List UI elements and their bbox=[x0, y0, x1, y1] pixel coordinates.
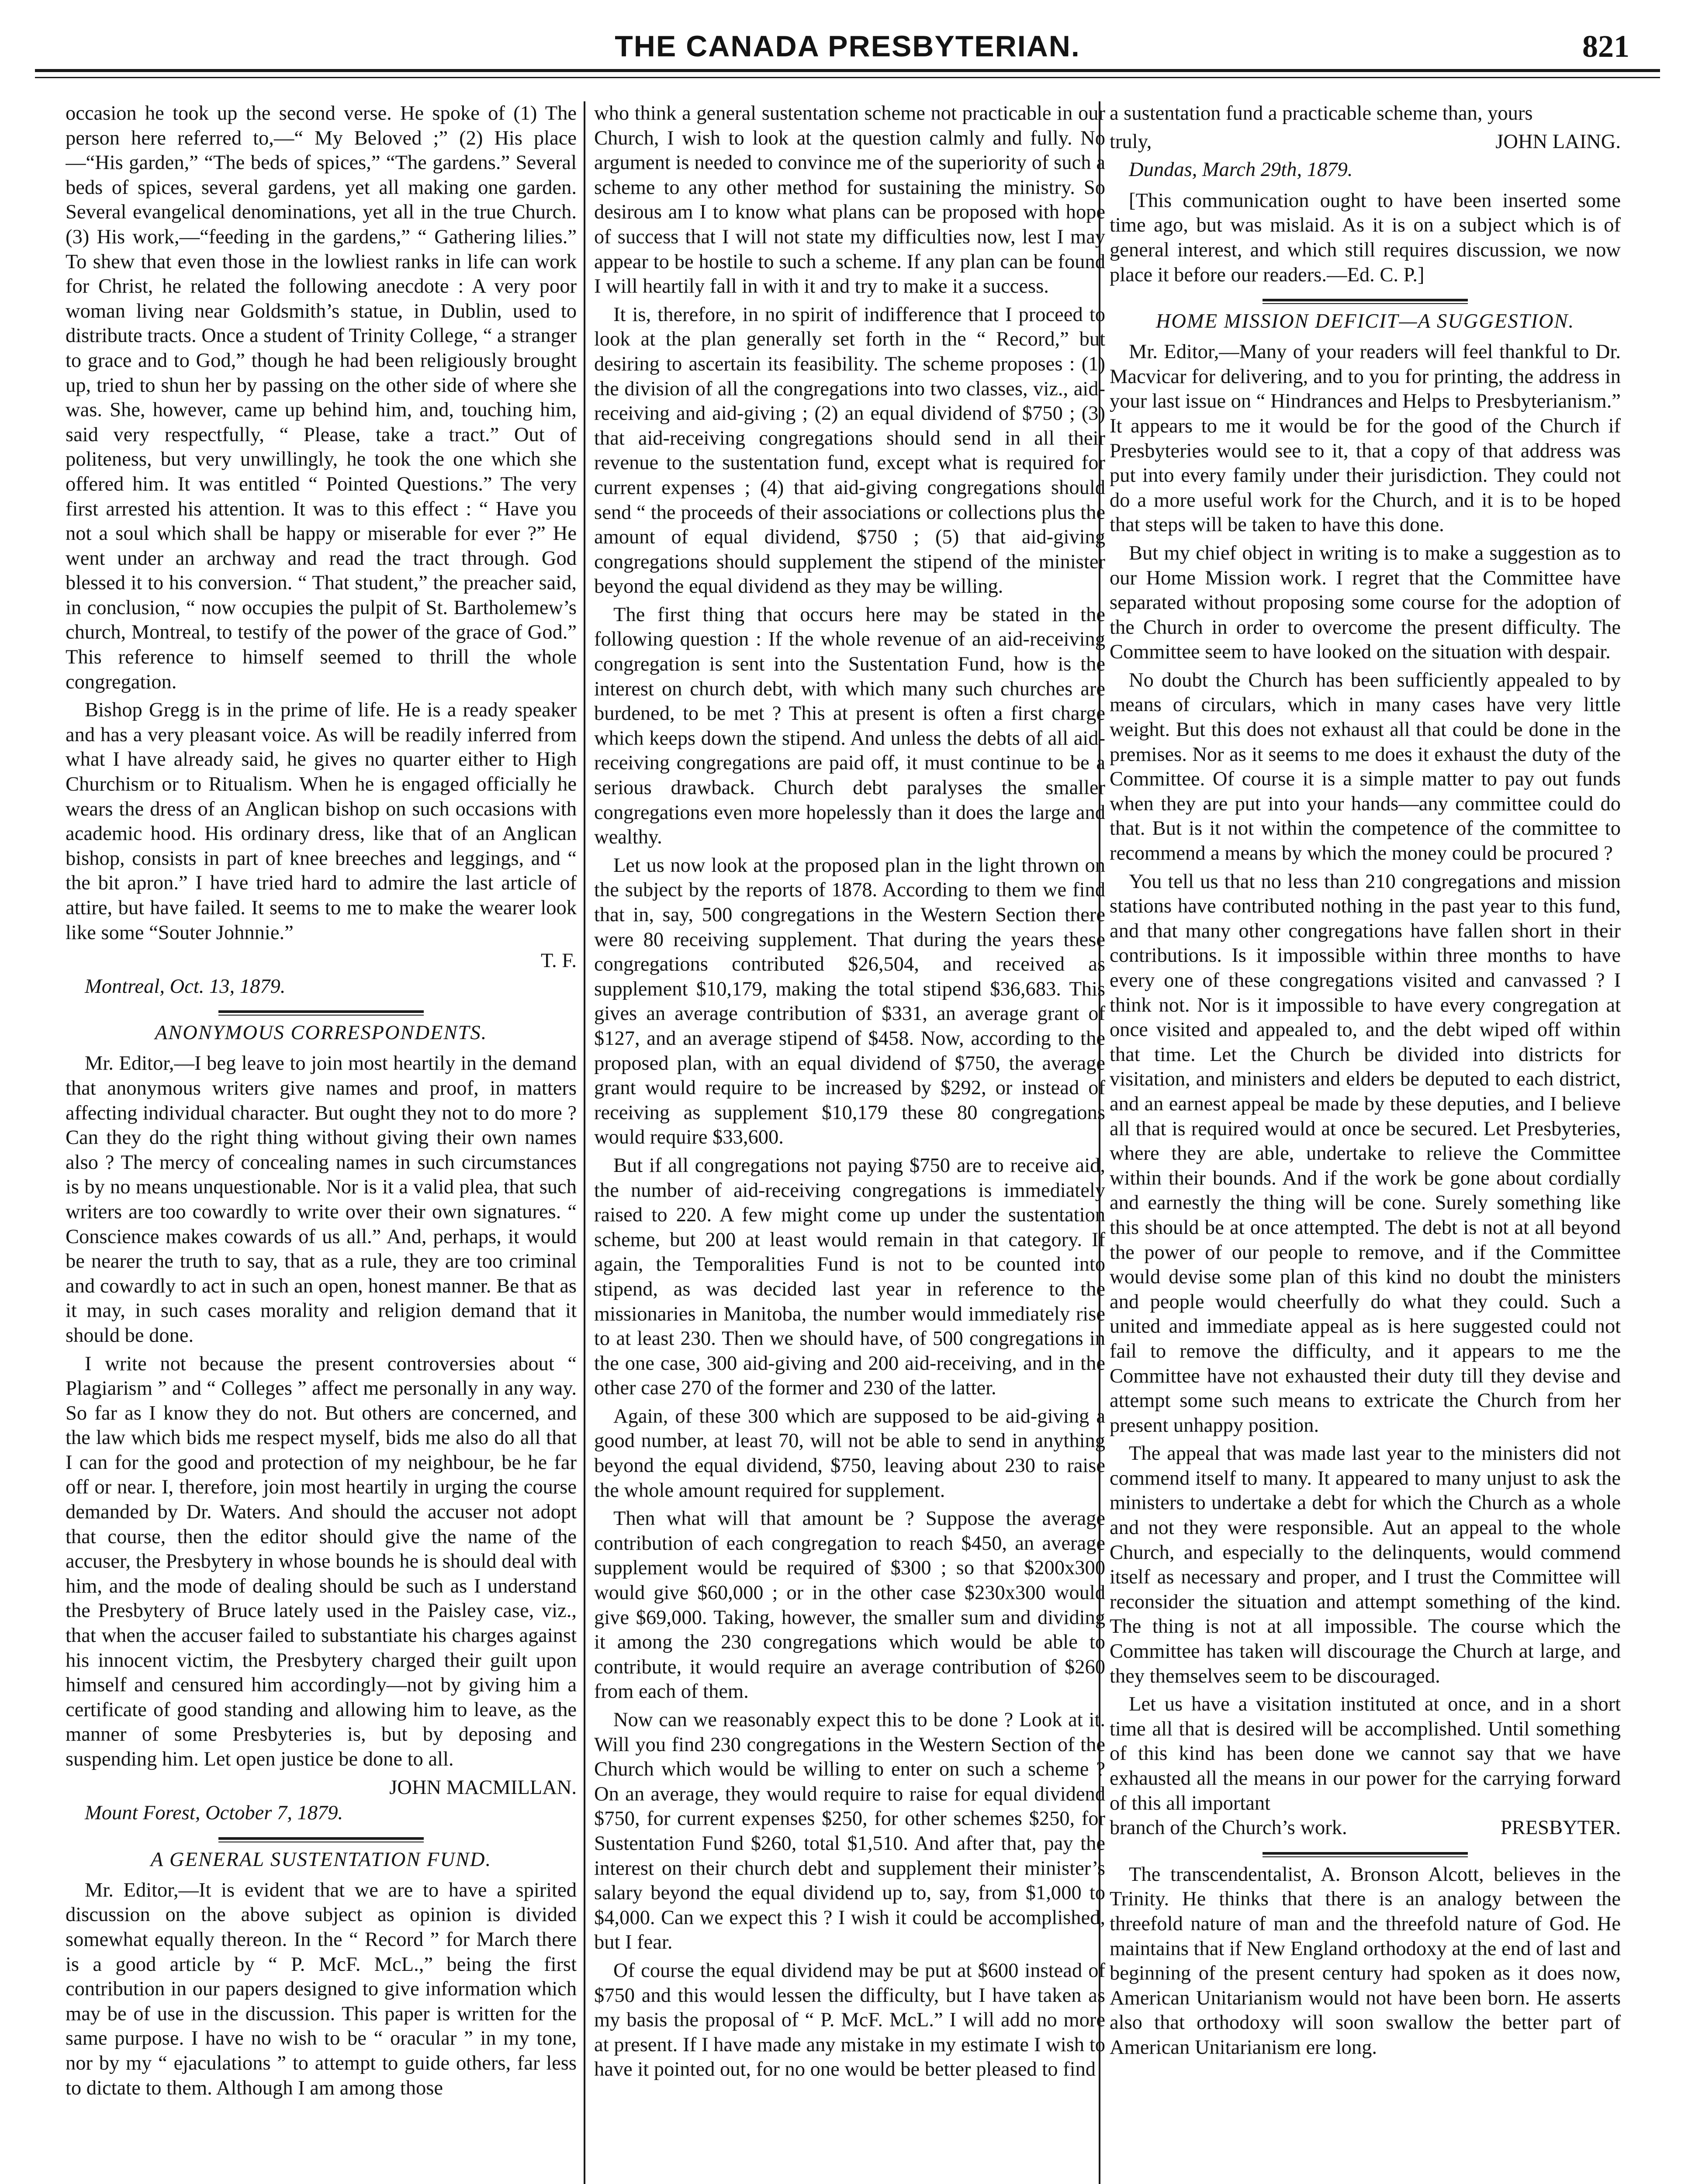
home-mission-paragraph-5: The appeal that was made last year to the ministers did not commend itself to many. It appeared to many unjust to ask the ministers to undertake a debt for which the Church as a whole and not they were responsible. Aut an appeal to the whole Church, and especially to the delinquents, would commend itself as necessary and proper, and I trust the Committee will reconsider the situation and attempt something of the kind. The thing is not at all impossible. The course which the Committee has taken will discourage the Church at large, and they themselves seem to be discouraged. bbox=[1110, 1442, 1621, 1687]
signature-tf: T. F. bbox=[541, 950, 577, 972]
dateline-mount-forest: Mount Forest, October 7, 1879. bbox=[85, 1802, 343, 1825]
section-divider bbox=[218, 1837, 424, 1842]
heading-general-sustentation-fund: A GENERAL SUSTENTATION FUND. bbox=[150, 1848, 492, 1871]
signature-john-macmillan: JOHN MACMILLAN. bbox=[389, 1776, 577, 1799]
home-mission-paragraph-2: But my chief object in writing is to make a suggestion as to our Home Mission work. I regret that the Committee have separated without proposing some course for the adoption of the Church in order to overcome the present difficulty. The Committee seem to have looked on the situation with despair. bbox=[1110, 542, 1621, 663]
signature-john-laing: JOHN LAING. bbox=[1495, 130, 1621, 153]
heading-anonymous-correspondents: ANONYMOUS CORRESPONDENTS. bbox=[155, 1022, 488, 1044]
dateline-dundas: Dundas, March 29th, 1879. bbox=[1129, 159, 1353, 181]
dateline-montreal: Montreal, Oct. 13, 1879. bbox=[85, 975, 286, 998]
anonymous-paragraph-2: I write not because the present controversies about “ Plagiarism ” and “ Colleges ” affect me personally in any way. So far as I know they do not. But others are concerned, and the law which bids me respect myself, bids me also do all that I can for the good and protection of my neighbour, be he far off or near. I, therefore, join most heartily in urging the course demanded by Dr. Waters. And should the accuser not adopt that course, then the editor should give the name of the accuser, the Presbytery in whose bounds he is should deal with him, and the mode of dealing should be such as I understand the Presbytery of Bruce lately used in the Paisley case, viz., that when the accuser failed to substantiate his charges against his innocent victim, the Presbytery charged their guilt upon himself and censured him accordingly—not by giving him a certificate of good standing and allowing him to leave, as the manner of some Presbyteries is, but by deposing and suspending him. Let open justice be done to all. bbox=[66, 1352, 577, 1770]
header-rule-thick bbox=[35, 69, 1660, 72]
sustentation-closing-line: a sustentation fund a practicable scheme than, yours bbox=[1110, 102, 1533, 124]
section-divider bbox=[1263, 1852, 1468, 1857]
column-2 bbox=[594, 101, 1105, 2184]
masthead bbox=[0, 22, 1695, 66]
sustentation-paragraph-9: Of course the equal dividend may be put at $600 instead of $750 and this would lessen the difficulty, but I have taken as my basis the proposal of “ P. McF. McL.” I will add no more at present. If I have made any mistake in my estimate I wish to have it pointed out, for no one would be better pleased to find bbox=[594, 1959, 1105, 2081]
heading-home-mission-deficit: HOME MISSION DEFICIT—A SUGGESTION. bbox=[1155, 310, 1575, 333]
alcott-paragraph: The transcendentalist, A. Bronson Alcott, believes in the Trinity. He thinks that there is an analogy between the threefold nature of man and the threefold nature of God. He maintains that if New England orthodoxy at the end of last and beginning of the present century had spoken as it does now, American Unitarianism would not have been born. He asserts also that orthodoxy will soon swallow the better part of American Unitarianism ere long. bbox=[1110, 1863, 1621, 2059]
page-number: 821 bbox=[1582, 29, 1629, 64]
home-mission-paragraph-4: You tell us that no less than 210 congregations and mission stations have contributed nothing in the past year to this fund, and that many other congregations have fallen short in their contributions. Is it impossible within three months to have every one of these congregations visited and canvassed ? I think not. Nor is it impossible to have every congregation at once visited and appealed to, and the debt wiped off within that time. Let the Church be divided into districts for visitation, and ministers and elders be deputed to each district, and an earnest appeal be made by these deputies, and I believe all that is required would at once be secured. Let Presbyteries, where they are able, undertake to relieve the Committee within their bounds. And if the work be gone about cordially and earnestly the thing will be cone. Surely something like this should be at once attempted. The debt is not at all beyond the power of our people to remove, and if the Committee would devise some plan of this kind no doubt the ministers and people would cheerfully do what they could. Such a united and immediate appeal as is here suggested could not fail to remove the difficulty, and it appears to me the Committee have not exhausted their duty till they devise and attempt some such means to extricate the Church from her present unhappy position. bbox=[1110, 870, 1621, 1437]
sustentation-paragraph-5: But if all congregations not paying $750 are to receive aid, the number of aid-receiving congregations is immediately raised to 220. A few might come up under the sustentation scheme, but 200 at least would remain in that category. If again, the Temporalities Fund is not to be counted into stipend, as was decided last year in reference to the missionaries in Manitoba, the number would immediately rise to at least 230. Then we should have, of 500 congregations in the one case, 300 aid-giving and 200 aid-receiving, and in the other case 270 of the former and 230 of the latter. bbox=[594, 1154, 1105, 1400]
sustentation-paragraph-continued: who think a general sustentation scheme not practicable in our Church, I wish to look at the question calmly and fully. No argument is needed to convince me of the superiority of such a scheme to any other method for sustaining the ministry. So desirous am I to know what plans can be proposed with hope of success that I will not state my difficulties now, lest I may appear to be hostile to such a scheme. If any plan can be found I will heartily fall in with it and try to make it a success. bbox=[594, 102, 1105, 298]
column-3 bbox=[1110, 101, 1621, 2184]
section-divider bbox=[218, 1010, 424, 1016]
home-mission-paragraph-3: No doubt the Church has been sufficiently appealed to by means of circulars, which in many cases have very little weight. But this does not exhaust all that could be done in the premises. Nor as it seems to me does it exhaust the duty of the Committee. Of course it is a simple matter to pay out funds when they are put into your hands—any committee could do that. But is it not within the competence of the committee to recommend a means by which the money could be procured ? bbox=[1110, 669, 1621, 865]
sustentation-signoff bbox=[1110, 130, 1621, 155]
home-mission-signoff bbox=[1110, 1816, 1621, 1841]
bishop-gregg-paragraph: Bishop Gregg is in the prime of life. He is a ready speaker and has a very pleasant voice. As will be readily inferred from what I have already said, he gives no quarter either to High Churchism or to Ritualism. When he is engaged officially he wears the dress of an Anglican bishop on such occasions with academic hood. His ordinary dress, like that of an Anglican bishop, consists in part of knee breeches and leggings, and “ the bit apron.” I have tried hard to admire the last article of attire, but have failed. It seems to me to make the wearer look like some “Souter Johnnie.” bbox=[66, 699, 577, 944]
home-mission-paragraph-6: Let us have a visitation instituted at once, and in a short time all that is desired will be accomplished. Until something of this kind has been done we cannot say that we have exhausted all the means in our power for the carrying forward of this all important bbox=[1110, 1693, 1621, 1814]
sustentation-paragraph-4: Let us now look at the proposed plan in the light thrown on the subject by the reports of 1878. According to them we find that in, say, 500 congregations in the Western Section there were 80 receiving supplement. That during the years these congregations contributed $26,504, and received as supplement $10,179, making the total stipend $36,683. This gives an average contribution of $331, an average grant of $127, and an average stipend of $458. Now, according to the proposed plan, with an equal dividend of $750, the average grant would require to be increased by $292, or instead of receiving as supplement $10,179 these 80 congregations would require $33,600. bbox=[594, 854, 1105, 1149]
sustentation-paragraph-6: Again, of these 300 which are supposed to be aid-giving a good number, at least 70, will not be able to send in anything beyond the equal dividend, $750, leaving about 230 to raise the whole amount required for supplement. bbox=[594, 1405, 1105, 1502]
signature-presbyter: PRESBYTER. bbox=[1500, 1817, 1621, 1839]
sustentation-paragraph-3: The first thing that occurs here may be stated in the following question : If the whole revenue of an aid-receiving congregation is sent into the Sustentation Fund, how is the interest on church debt, with which many such churches are burdened, to be met ? This at present is often a first charge which keeps down the stipend. And unless the debts of all aid-receiving congregations are paid off, it must continue to be a serious drawback. Church debt paralyses the smaller congregations even more hopelessly than it does the large and wealthy. bbox=[594, 603, 1105, 849]
column-rule-left bbox=[584, 101, 585, 2184]
signoff-branch-line: branch of the Church’s work. bbox=[1110, 1817, 1347, 1839]
anonymous-paragraph-1: Mr. Editor,—I beg leave to join most heartily in the demand that anonymous writers give names and proof, in matters affecting individual character. But ought they not to do more ? Can they do the right thing without giving their own names also ? The mercy of concealing names in such circumstances is by no means unquestionable. Nor is it a valid plea, that such writers are too cowardly to write over their own signatures. “ Conscience makes cowards of us all.” And, perhaps, it would be nearer the truth to say, that as a rule, they are too criminal and cowardly to act in such an open, honest manner. Be that as it may, in such cases morality and religion demand that it should be done. bbox=[66, 1052, 577, 1347]
signoff-truly: truly, bbox=[1110, 130, 1152, 153]
editor-note: [This communication ought to have been inserted some time ago, but was mislaid. As it is on a subject which is of general interest, and which still requires discussion, we now place it before our readers.—Ed. C. P.] bbox=[1110, 189, 1621, 286]
column-1 bbox=[66, 101, 577, 2184]
header-rule-thin bbox=[35, 77, 1660, 78]
bishop-sermon-paragraph: occasion he took up the second verse. He spoke of (1) The person here referred to,—“ My Beloved ;” (2) His place—“His garden,” “The beds of spices,” “The gardens.” Several beds of spices, several gardens, yet all making one garden. Several evangelical denominations, yet all in the true Church. (3) His work,—“feeding in the gardens,” “ Gathering lilies.” To shew that even those in the lowliest ranks in life can work for Christ, he related the following anecdote : A very poor woman living near Goldsmith’s statue, in Dublin, used to distribute tracts. Once a student of Trinity College, “ a stranger to grace and to God,” though he had been religiously brought up, tried to shun her by passing on the other side of where she was. She, however, came up behind him, and, touching him, said very respectfully, “ Please, take a tract.” Out of politeness, but very unwillingly, he took the one which she offered him. It was entitled “ Pointed Questions.” The very first arrested his attention. It was to this effect : “ Have you not a soul which shall be happy or miserable for ever ?” He went under an archway and read the tract through. God blessed it to his conversion. “ That student,” the preacher said, in conclusion, “ now occupies the pulpit of St. Bartholemew’s church, Montreal, to testify of the power of the grace of God.” This reference to himself seemed to thrill the whole congregation. bbox=[66, 102, 577, 693]
sustentation-paragraph-1: Mr. Editor,—It is evident that we are to have a spirited discussion on the above subject as opinion is divided somewhat equally thereon. In the “ Record ” for March there is a good article by “ P. McF. McL.,” being the first contribution in our papers designed to give information which may be of use in the discussion. This paper is written for the same purpose. I have no wish to be “ oracular ” in my tone, nor by my “ ejaculations ” to attempt to guide others, far less to dictate to them. Although I am among those bbox=[66, 1879, 577, 2099]
section-divider bbox=[1263, 299, 1468, 304]
sustentation-paragraph-8: Now can we reasonably expect this to be done ? Look at it. Will you find 230 congregations in the Western Section of the Church which would be willing to enter on such a scheme ? On an average, they would require to raise for equal dividend $750, for current expenses $250, for other schemes $250, for Sustentation Fund $260, total $1,510. And after that, pay the interest on their church debt and supplement their minister’s salary beyond the equal dividend up to, say, from $1,000 to $4,000. Can we expect this ? I wish it could be accomplished, but I fear. bbox=[594, 1709, 1105, 1954]
sustentation-paragraph-7: Then what will that amount be ? Suppose the average contribution of each congregation to reach $450, an average supplement would be required of $300 ; so that $200x300 would give $60,000 ; or in the other case $230x300 would give $69,000. Taking, however, the smaller sum and dividing it among the 230 congregations which would be able to contribute, it would require an average contribution of $260 from each of them. bbox=[594, 1507, 1105, 1703]
newspaper-title: THE CANADA PRESBYTERIAN. bbox=[615, 30, 1080, 63]
home-mission-paragraph-1: Mr. Editor,—Many of your readers will feel thankful to Dr. Macvicar for delivering, and to you for printing, the address in your last issue on “ Hindrances and Helps to Presbyterianism.” It appears to me it would be for the good of the Church if Presbyteries would see to it, that a copy of that address was put into every family under their jurisdiction. They could not do a more useful work for the Church, and it is to be hoped that steps will be taken to have this done. bbox=[1110, 341, 1621, 536]
sustentation-paragraph-2: It is, therefore, in no spirit of indifference that I proceed to look at the plan generally set forth in the “ Record,” but desiring to ascertain its feasibility. The scheme proposes : (1) the division of all the congregations into two classes, viz., aid-receiving and aid-giving ; (2) an equal dividend of $750 ; (3) that aid-receiving congregations should send in all their revenue to the sustentation fund, except what is required for current expenses ; (4) that aid-giving congregations should send “ the proceeds of their associations or collections plus the amount of equal dividend, $750 ; (5) that aid-giving congregations should supplement the stipend of the minister beyond the equal dividend as they may be willing. bbox=[594, 303, 1105, 598]
